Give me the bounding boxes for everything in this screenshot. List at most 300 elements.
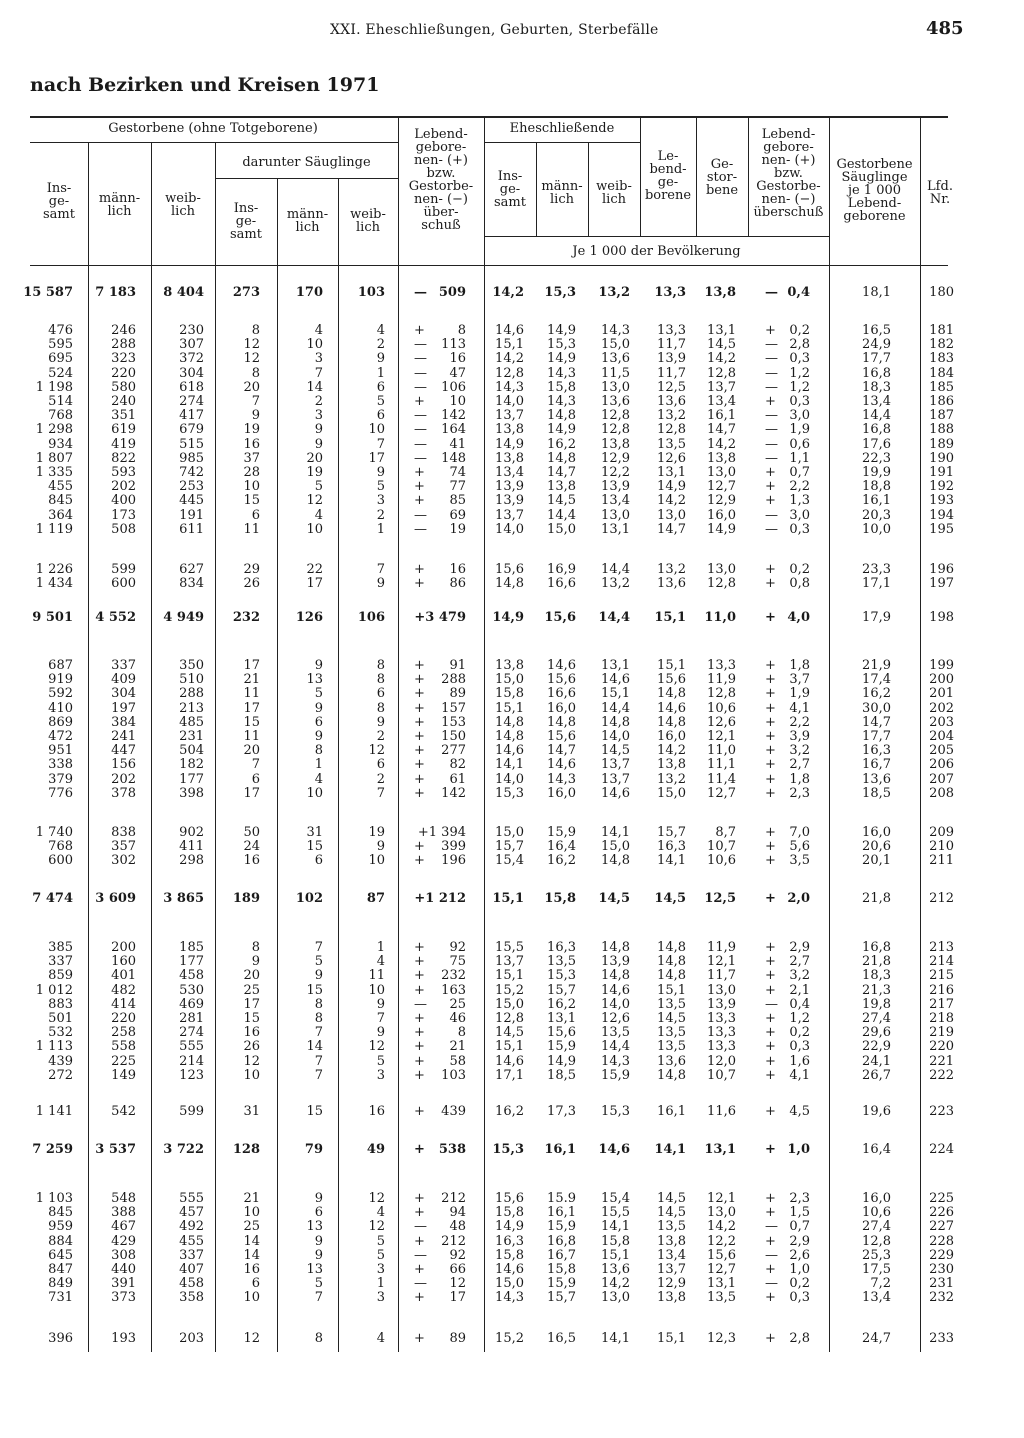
cell-ehe-weiblich: 13,6 (601, 394, 630, 409)
cell-saeuglinge-je-1000: 30,0 (862, 700, 891, 716)
sign: + (414, 1205, 425, 1221)
cell-ehe-weiblich: 13,0 (601, 507, 630, 523)
cell-ehe-maennlich: 16,5 (547, 1331, 576, 1346)
cell-saeuglinge-weiblich: 2 (376, 337, 385, 353)
cell-saeuglinge-insgesamt: 8 (251, 365, 260, 381)
sign: + (765, 479, 776, 495)
cell-ehe-insgesamt: 15,1 (495, 968, 524, 984)
cell-saeuglinge-insgesamt: 26 (243, 1039, 260, 1055)
cell-saeuglinge-maennlich: 12 (306, 493, 323, 509)
cell-maennlich: 240 (111, 394, 136, 409)
cell-maennlich: 225 (111, 1053, 136, 1069)
cell-saeuglinge-je-1000: 24,1 (862, 1053, 891, 1069)
cell-lfd-nr: 230 (929, 1262, 954, 1277)
cell-maennlich: 149 (111, 1067, 136, 1083)
cell-ehe-maennlich: 14,8 (547, 408, 576, 424)
cell-lebendgeborene-je-1000: 13,8 (657, 757, 686, 773)
cell-ehe-insgesamt: 15,7 (495, 839, 524, 855)
value: 2,9 (789, 940, 810, 955)
cell-weiblich: 4 949 (163, 610, 204, 625)
cell-weiblich: 834 (179, 576, 204, 592)
cell-saeuglinge-maennlich: 13 (306, 1219, 323, 1235)
cell-ueberschuss-je-1000 (765, 1055, 810, 1069)
cell-saeuglinge-maennlich: 20 (306, 450, 323, 466)
sign: + (765, 686, 776, 702)
cell-insgesamt: 7 259 (32, 1142, 73, 1157)
cell-saeuglinge-je-1000: 29,6 (862, 1025, 891, 1041)
cell-lfd-nr: 192 (929, 479, 954, 495)
value: 0,8 (789, 576, 810, 592)
cell-insgesamt: 934 (48, 436, 73, 452)
header-line: Ins- (233, 201, 259, 216)
cell-weiblich: 372 (179, 351, 204, 367)
cell-saeuglinge-insgesamt: 20 (243, 968, 260, 984)
cell-lfd-nr: 229 (929, 1247, 954, 1263)
sign: + (414, 479, 425, 495)
cell-gestorbene-je-1000: 11,0 (704, 610, 736, 625)
sign: + (765, 743, 776, 759)
cell-saeuglinge-insgesamt: 10 (243, 1067, 260, 1083)
cell-saeuglinge-maennlich: 8 (314, 743, 323, 759)
sign: + (414, 729, 425, 744)
cell-insgesamt: 396 (48, 1331, 73, 1346)
cell-saeuglinge-insgesamt: 8 (251, 323, 260, 338)
cell-maennlich: 288 (111, 337, 136, 353)
cell-ueberschuss-je-1000 (765, 730, 810, 744)
value: 77 (449, 479, 466, 495)
header-darunter-saeuglinge: darunter Säuglinge (242, 155, 371, 170)
cell-maennlich: 388 (111, 1205, 136, 1221)
cell-saeuglinge-insgesamt: 24 (243, 839, 260, 855)
cell-weiblich: 417 (179, 408, 204, 424)
sign: + (765, 493, 776, 509)
cell-saeuglinge-insgesamt: 28 (243, 465, 260, 480)
value: 113 (441, 337, 466, 353)
cell-saeuglinge-maennlich: 170 (295, 285, 323, 300)
cell-maennlich: 258 (111, 1025, 136, 1041)
cell-saeuglinge-maennlich: 31 (306, 825, 323, 840)
cell-ehe-insgesamt: 14,3 (495, 379, 524, 395)
cell-ehe-maennlich: 14,9 (547, 422, 576, 438)
sign: + (414, 1025, 425, 1041)
cell-weiblich: 177 (179, 771, 204, 787)
cell-ueberschuss-je-1000 (765, 577, 810, 591)
cell-gestorbene-je-1000: 12,1 (707, 729, 736, 744)
value: 0,7 (789, 1219, 810, 1235)
cell-ehe-insgesamt: 13,7 (495, 507, 524, 523)
header-lebend-ueberschuss (398, 128, 484, 232)
cell-saeuglinge-insgesamt: 14 (243, 1233, 260, 1249)
cell-gestorbene-je-1000: 11,0 (707, 743, 736, 759)
cell-lebendgeborene-je-1000: 11,7 (657, 365, 686, 381)
darunter-rule (215, 178, 398, 179)
cell-ehe-insgesamt: 15,5 (495, 940, 524, 955)
cell-saeuglinge-maennlich: 7 (314, 940, 323, 955)
cell-ehe-insgesamt: 15,3 (492, 1142, 524, 1157)
cell-ehe-maennlich: 16,6 (547, 576, 576, 592)
cell-saeuglinge-insgesamt: 20 (243, 379, 260, 395)
cell-lebendgeborene-je-1000: 12,9 (657, 1276, 686, 1292)
value: 4,0 (787, 610, 810, 625)
value: 17 (449, 1290, 466, 1306)
cell-ueberschuss-je-1000 (765, 409, 810, 423)
cell-lebendgeborene-je-1000: 13,2 (657, 562, 686, 577)
ehe-group-rule (484, 142, 640, 143)
value: 2,3 (789, 1191, 810, 1206)
cell-lfd-nr: 187 (929, 408, 954, 424)
cell-ehe-weiblich: 14,5 (598, 891, 630, 906)
cell-ehe-weiblich: 13,9 (601, 954, 630, 970)
cell-lebendgeborene-je-1000: 13,5 (657, 436, 686, 452)
cell-gestorbene-je-1000: 10,6 (707, 700, 736, 716)
cell-saeuglinge-maennlich: 14 (306, 1039, 323, 1055)
cell-ueberschuss-je-1000 (765, 892, 810, 906)
cell-saeuglinge-maennlich: 9 (314, 658, 323, 673)
cell-ehe-maennlich: 15,6 (547, 729, 576, 744)
cell-ueberschuss-je-1000 (765, 611, 810, 625)
cell-saeuglinge-weiblich: 1 (376, 940, 385, 955)
cell-saeuglinge-je-1000: 19,9 (862, 465, 891, 480)
cell-lfd-nr: 210 (929, 839, 954, 855)
cell-ehe-weiblich: 14,1 (601, 1331, 630, 1346)
cell-insgesamt: 1 298 (35, 422, 73, 438)
sign: + (414, 1262, 425, 1277)
cell-weiblich: 307 (179, 337, 204, 353)
cell-ehe-maennlich: 15.9 (547, 1191, 576, 1206)
cell-weiblich: 3 722 (163, 1142, 204, 1157)
cell-saeuglinge-maennlich: 6 (314, 1205, 323, 1221)
cell-saeuglinge-insgesamt: 50 (243, 825, 260, 840)
cell-lfd-nr: 226 (929, 1205, 954, 1221)
value: 3,2 (789, 743, 810, 759)
cell-gestorbene-je-1000: 12,7 (707, 1262, 736, 1277)
sign: — (414, 285, 427, 300)
cell-ehe-insgesamt: 13,8 (495, 450, 524, 466)
cell-lebendgeborene-je-1000: 13,2 (657, 408, 686, 424)
header-line: über- (423, 205, 459, 220)
value: 2,8 (789, 1331, 810, 1346)
cell-lebendgeborene-je-1000: 13,9 (657, 351, 686, 367)
cell-weiblich: 123 (179, 1067, 204, 1083)
cell-lebendgeborene-je-1000: 12,6 (657, 450, 686, 466)
cell-weiblich: 398 (179, 785, 204, 801)
cell-lebendgeborene-je-1000: 15,7 (657, 825, 686, 840)
cell-saeuglinge-je-1000: 16,0 (862, 825, 891, 840)
cell-maennlich: 419 (111, 436, 136, 452)
cell-saeuglinge-insgesamt: 17 (243, 658, 260, 673)
cell-gestorbene-je-1000: 12,1 (707, 1191, 736, 1206)
cell-lfd-nr: 219 (929, 1025, 954, 1041)
cell-lebendgeborene-je-1000: 13,0 (657, 507, 686, 523)
header-line: Gestorbe- (756, 179, 821, 194)
cell-saeuglinge-je-1000: 18,3 (862, 968, 891, 984)
cell-gestorbene-je-1000: 13,0 (707, 562, 736, 577)
cell-gestorbene-je-1000: 13,7 (707, 379, 736, 395)
cell-ehe-weiblich: 14,6 (598, 1142, 630, 1157)
cell-insgesamt: 919 (48, 672, 73, 688)
cell-gestorbene-je-1000: 16,0 (707, 507, 736, 523)
cell-saeuglinge-je-1000: 16,8 (862, 422, 891, 438)
cell-ueberschuss-je-1000 (765, 1263, 810, 1277)
cell-ehe-insgesamt: 14,9 (495, 436, 524, 452)
cell-saeuglinge-je-1000: 7,2 (870, 1276, 891, 1292)
cell-saeuglinge-insgesamt: 9 (251, 954, 260, 970)
header-line: nen- (+) (761, 153, 816, 168)
cell-saeuglinge-maennlich: 7 (314, 1025, 323, 1041)
cell-ehe-insgesamt: 14,2 (492, 285, 524, 300)
cell-lfd-nr: 180 (929, 285, 954, 300)
cell-gestorbene-je-1000: 10,6 (707, 853, 736, 869)
cell-saeuglinge-je-1000: 22,9 (862, 1039, 891, 1055)
value: 106 (441, 379, 466, 395)
cell-ueberschuss-je-1000 (765, 381, 810, 395)
sign: + (765, 1104, 776, 1119)
cell-saeuglinge-maennlich: 22 (306, 562, 323, 577)
cell-saeuglinge-insgesamt: 31 (243, 1104, 260, 1119)
cell-saeuglinge-weiblich: 7 (376, 1011, 385, 1026)
cell-lfd-nr: 193 (929, 493, 954, 509)
cell-insgesamt: 1 434 (35, 576, 73, 592)
cell-ehe-maennlich: 15,8 (544, 891, 576, 906)
header-line: lich (356, 220, 380, 235)
cell-saeuglinge-je-1000: 23,3 (862, 562, 891, 577)
value: 46 (449, 1011, 466, 1026)
cell-saeuglinge-maennlich: 3 (314, 408, 323, 424)
cell-ehe-maennlich: 16,0 (547, 785, 576, 801)
cell-saeuglinge-je-1000: 18,8 (862, 479, 891, 495)
cell-ehe-insgesamt: 16,2 (495, 1104, 524, 1119)
cell-lfd-nr: 181 (929, 323, 954, 338)
cell-ehe-insgesamt: 12,8 (495, 1011, 524, 1026)
cell-saeuglinge-je-1000: 16,2 (862, 686, 891, 702)
cell-insgesamt: 1 141 (35, 1104, 73, 1119)
cell-ehe-weiblich: 14,1 (601, 825, 630, 840)
cell-lfd-nr: 224 (929, 1142, 954, 1157)
value: 16 (449, 351, 466, 367)
header-line: lich (171, 204, 195, 219)
cell-saeuglinge-weiblich: 106 (357, 610, 385, 625)
value: 89 (449, 686, 466, 702)
sign: + (765, 1142, 776, 1157)
cell-insgesamt: 7 474 (32, 891, 73, 906)
sign: + (414, 940, 425, 955)
header-lebend-ueberschuss-2 (748, 128, 829, 219)
cell-ehe-insgesamt: 15,1 (495, 700, 524, 716)
value: 212 (441, 1233, 466, 1249)
value: 2,6 (789, 1247, 810, 1263)
sign: + (765, 1290, 776, 1306)
cell-insgesamt: 439 (48, 1053, 73, 1069)
cell-saeuglinge-weiblich: 8 (376, 672, 385, 688)
cell-insgesamt: 776 (48, 785, 73, 801)
gest-group-rule (30, 142, 398, 143)
sign: + (765, 825, 776, 840)
cell-ehe-insgesamt: 14,0 (495, 771, 524, 787)
cell-gestorbene-je-1000: 12,7 (707, 785, 736, 801)
cell-saeuglinge-maennlich: 5 (314, 954, 323, 970)
sign: + (414, 757, 425, 773)
cell-weiblich: 555 (179, 1191, 204, 1206)
cell-saeuglinge-insgesamt: 6 (251, 507, 260, 523)
sign: + (414, 493, 425, 509)
cell-saeuglinge-je-1000: 10,0 (862, 521, 891, 537)
cell-ehe-weiblich: 14,1 (601, 1219, 630, 1235)
cell-lfd-nr: 184 (929, 365, 954, 381)
cell-saeuglinge-maennlich: 5 (314, 1276, 323, 1292)
cell-ehe-maennlich: 16,2 (547, 436, 576, 452)
cell-insgesamt: 514 (48, 394, 73, 409)
sign: + (414, 323, 425, 338)
cell-ehe-weiblich: 15,5 (601, 1205, 630, 1221)
cell-ueberschuss-je-1000 (765, 854, 810, 868)
cell-ueberschuss-je-1000 (765, 1012, 810, 1026)
sign: — (765, 436, 778, 452)
cell-lebendgeborene-je-1000: 12,5 (657, 379, 686, 395)
cell-maennlich: 542 (111, 1104, 136, 1119)
header-line: nen- (−) (761, 192, 816, 207)
value: 1,8 (789, 771, 810, 787)
cell-saeuglinge-insgesamt: 11 (243, 686, 260, 702)
cell-ehe-maennlich: 15,6 (544, 610, 576, 625)
header-bottom-rule (30, 265, 948, 266)
cell-ehe-weiblich: 13,9 (601, 479, 630, 495)
cell-weiblich: 469 (179, 996, 204, 1012)
cell-ueberschuss-je-1000 (765, 563, 810, 577)
cell-lfd-nr: 185 (929, 379, 954, 395)
cell-insgesamt: 524 (48, 365, 73, 381)
value: 85 (449, 493, 466, 509)
cell-lfd-nr: 191 (929, 465, 954, 480)
sign: + (414, 1233, 425, 1249)
cell-lebendgeborene-je-1000: 13,5 (657, 996, 686, 1012)
cell-gestorbene-je-1000: 14,2 (707, 436, 736, 452)
value: 10 (449, 394, 466, 409)
value: 1,8 (789, 658, 810, 673)
cell-saeuglinge-je-1000: 18,3 (862, 379, 891, 395)
cell-maennlich: 593 (111, 465, 136, 480)
cell-weiblich: 214 (179, 1053, 204, 1069)
sign: + (765, 1262, 776, 1277)
cell-saeuglinge-weiblich: 49 (366, 1142, 385, 1157)
cell-ueberschuss-je-1000 (765, 787, 810, 801)
cell-maennlich: 4 552 (95, 610, 136, 625)
cell-lebendgeborene-je-1000: 13,5 (657, 1025, 686, 1041)
value: 82 (449, 757, 466, 773)
cell-saeuglinge-maennlich: 9 (314, 1247, 323, 1263)
cell-lfd-nr: 207 (929, 771, 954, 787)
cell-ueberschuss-je-1000 (765, 494, 810, 508)
cell-lebendgeborene-je-1000: 14,2 (657, 743, 686, 759)
sign: — (765, 422, 778, 438)
cell-ehe-weiblich: 13,8 (601, 436, 630, 452)
cell-saeuglinge-je-1000: 21,9 (862, 658, 891, 673)
cell-saeuglinge-insgesamt: 16 (243, 1025, 260, 1041)
cell-saeuglinge-insgesamt: 12 (243, 351, 260, 367)
cell-maennlich: 323 (111, 351, 136, 367)
cell-ehe-maennlich: 16,7 (547, 1247, 576, 1263)
cell-saeuglinge-insgesamt: 7 (251, 757, 260, 773)
sign: + (414, 839, 425, 855)
sign: + (765, 714, 776, 730)
cell-gestorbene-je-1000: 13,0 (707, 1205, 736, 1221)
cell-maennlich: 160 (111, 954, 136, 970)
cell-lfd-nr: 217 (929, 996, 954, 1012)
cell-ehe-weiblich: 13,5 (601, 1025, 630, 1041)
cell-gestorbene-je-1000: 11,4 (707, 771, 736, 787)
cell-ehe-maennlich: 15,9 (547, 1219, 576, 1235)
value: 1,2 (789, 379, 810, 395)
cell-ehe-maennlich: 14,9 (547, 1053, 576, 1069)
cell-lebendgeborene-je-1000: 13,3 (657, 323, 686, 338)
cell-ueberschuss-je-1000 (765, 969, 810, 983)
cell-gestorbene-je-1000: 16,1 (707, 408, 736, 424)
cell-weiblich: 611 (179, 521, 204, 537)
cell-gestorbene-je-1000: 13,8 (707, 450, 736, 466)
cell-saeuglinge-weiblich: 4 (376, 954, 385, 970)
value: 2,7 (789, 757, 810, 773)
cell-ehe-insgesamt: 15,2 (495, 1331, 524, 1346)
cell-lebendgeborene-je-1000: 15,1 (657, 982, 686, 998)
cell-saeuglinge-insgesamt: 128 (232, 1142, 260, 1157)
cell-weiblich: 3 865 (163, 891, 204, 906)
sign: + (414, 1331, 425, 1346)
cell-ueberschuss-je-1000 (765, 466, 810, 480)
cell-saeuglinge-je-1000: 17,1 (862, 576, 891, 592)
sign: — (765, 507, 778, 523)
value: 0,2 (789, 1276, 810, 1292)
cell-ehe-weiblich: 14,3 (601, 323, 630, 338)
cell-ehe-weiblich: 14,8 (601, 968, 630, 984)
cell-ueberschuss-je-1000 (765, 998, 810, 1012)
cell-saeuglinge-maennlich: 9 (314, 1233, 323, 1249)
cell-insgesamt: 1 113 (35, 1039, 73, 1055)
cell-saeuglinge-je-1000: 17,6 (862, 436, 891, 452)
cell-saeuglinge-weiblich: 16 (368, 1104, 385, 1119)
value: 92 (449, 940, 466, 955)
cell-lebendgeborene-je-1000: 16,3 (657, 839, 686, 855)
sign: + (414, 1191, 425, 1206)
cell-saeuglinge-insgesamt: 17 (243, 700, 260, 716)
cell-gestorbene-je-1000: 8,7 (715, 825, 736, 840)
sign: + (414, 658, 425, 673)
cell-insgesamt: 476 (48, 323, 73, 338)
cell-ehe-insgesamt: 15,0 (495, 996, 524, 1012)
cell-ehe-weiblich: 14,0 (601, 729, 630, 744)
sign: + (765, 1205, 776, 1221)
cell-ehe-insgesamt: 15,1 (492, 891, 524, 906)
section-title: nach Bezirken und Kreisen 1971 (30, 74, 380, 96)
value: 150 (441, 729, 466, 744)
value: 232 (441, 968, 466, 984)
cell-saeuglinge-insgesamt: 273 (232, 285, 260, 300)
cell-ehe-insgesamt: 14,6 (495, 1262, 524, 1277)
sign: + (765, 1025, 776, 1041)
sign: + (414, 968, 425, 984)
cell-insgesamt: 410 (48, 700, 73, 716)
value: 3,5 (789, 853, 810, 869)
cell-maennlich: 467 (111, 1219, 136, 1235)
cell-saeuglinge-maennlich: 79 (304, 1142, 323, 1157)
sign: + (765, 1011, 776, 1026)
cell-gestorbene-je-1000: 10,7 (707, 1067, 736, 1083)
sign: + (765, 954, 776, 970)
cell-maennlich: 202 (111, 771, 136, 787)
cell-saeuglinge-weiblich: 9 (376, 714, 385, 730)
cell-ehe-insgesamt: 15,1 (495, 1039, 524, 1055)
cell-ehe-insgesamt: 13,7 (495, 954, 524, 970)
cell-ehe-insgesamt: 12,8 (495, 365, 524, 381)
cell-maennlich: 838 (111, 825, 136, 840)
